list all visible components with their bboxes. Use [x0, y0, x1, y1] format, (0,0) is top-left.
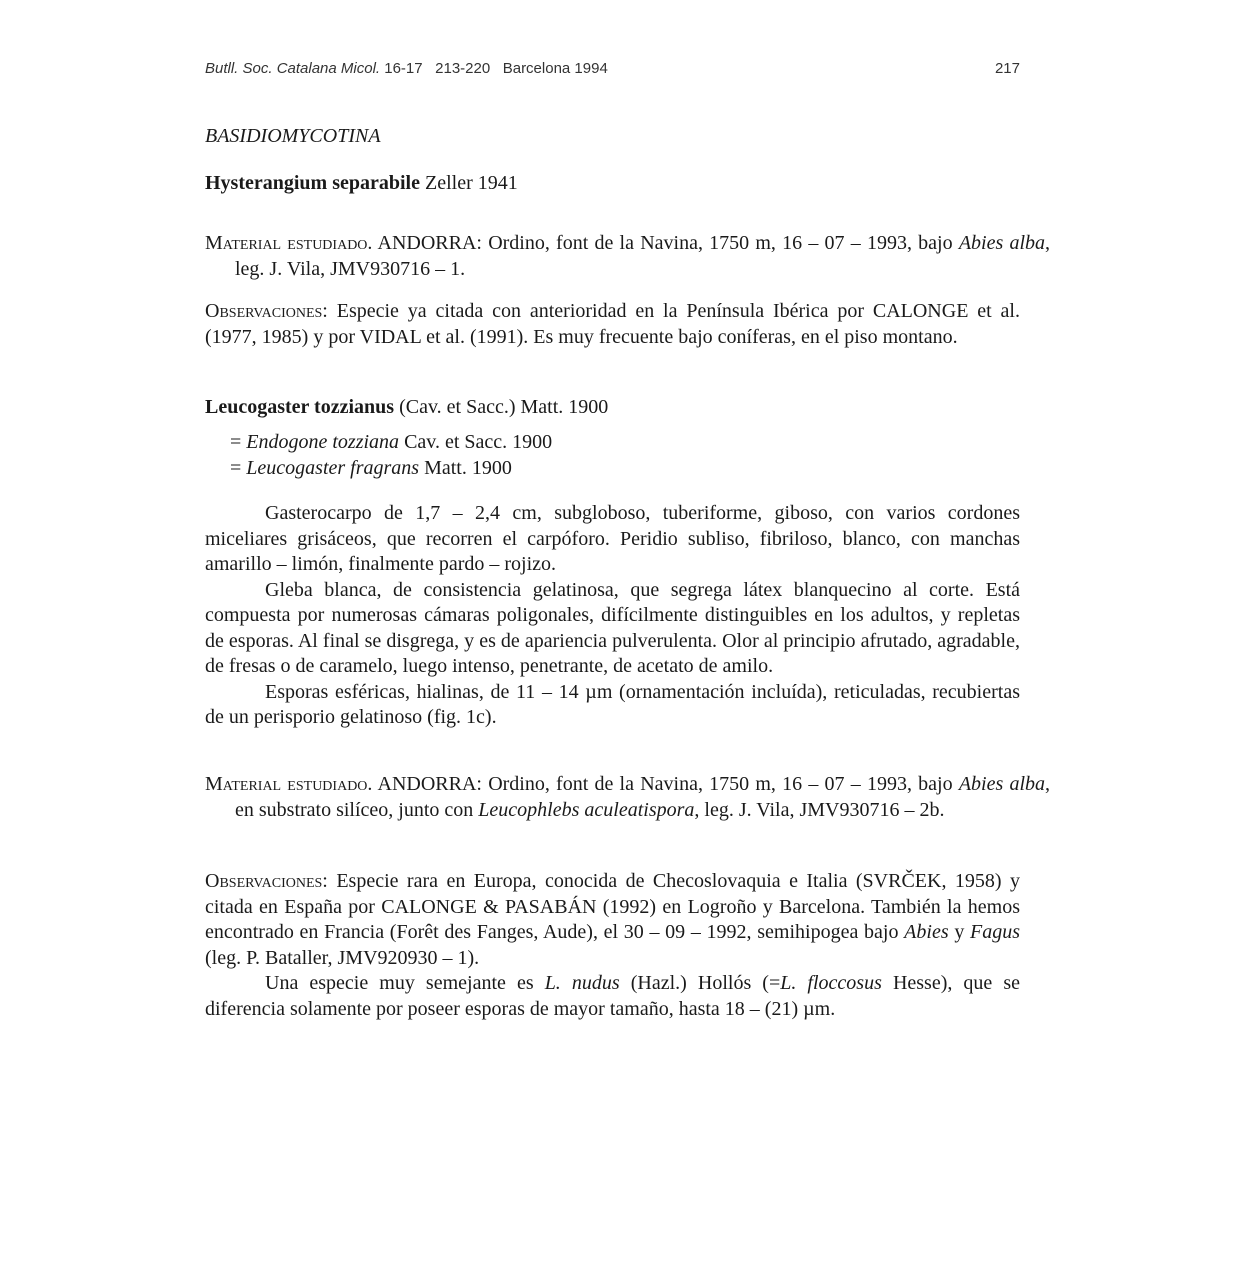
synonym-list [230, 430, 930, 481]
species1-name: Hysterangium separabile [205, 172, 420, 194]
description-paragraph: Esporas esféricas, hialinas, de 11 – 14 µm (ornamentación incluída), reticuladas, recubiertas de un perisporio gelatinoso (fig. 1c). [205, 680, 1020, 728]
section-title: BASIDIOMYCOTINA [205, 125, 381, 147]
species1-author: Zeller 1941 [425, 172, 518, 194]
species2-heading [205, 395, 1020, 421]
observations-paragraph: Observaciones: Especie rara en Europa, conocida de Checoslovaquia e Italia (SVRČEK, 1958) y citada en España por CALONGE & PASABÁN (1992) en Logroño y Barcelona. También la hemos encontrado en Francia (Forêt des Fanges, Aude), el 30 – 09 – 1992, semihipogea bajo Abies y Fagus (leg. P. Bataller, JMV920930 – 1). [205, 870, 1021, 969]
species1-material: Material estudiado. ANDORRA: Ordino, font de la Navina, 1750 m, 16 – 07 – 1993, bajo Abies alba, leg. J. Vila, JMV930716 – 1. [205, 232, 1051, 280]
observations-paragraph: Una especie muy semejante es L. nudus (Hazl.) Hollós (=L. floccosus Hesse), que se diferencia solamente por poseer esporas de mayor tamaño, hasta 18 – (21) µm. [205, 972, 1021, 1020]
species2-material: Material estudiado. ANDORRA: Ordino, font de la Navina, 1750 m, 16 – 07 – 1993, bajo Abies alba, en substrato silíceo, junto con Leucophlebs aculeatispora, leg. J. Vila, JMV930716 – 2b. [205, 773, 1051, 821]
associate-name: Leucophlebs aculeatispora [478, 798, 695, 821]
running-head [205, 60, 1020, 77]
description-paragraph: Gasterocarpo de 1,7 – 2,4 cm, subgloboso, tuberiforme, giboso, con varios cordones miceliares grisáceos, que recorren el carpóforo. Peridio subliso, fibriloso, blanco, con manchas amarillo – limón, finalmente pardo – rojizo. [205, 502, 1020, 575]
journal-volume: 16-17 [384, 60, 423, 77]
journal-pages: 213-220 [435, 60, 491, 77]
synonym-item: = Endogone tozziana Cav. et Sacc. 1900 [230, 431, 553, 453]
species2-author: (Cav. et Sacc.) Matt. 1900 [399, 396, 609, 418]
journal-name: Butll. Soc. Catalana Micol. [205, 60, 381, 77]
host-name: Abies alba [958, 773, 1046, 795]
species2-name: Leucogaster tozzianus [205, 396, 395, 418]
species1-heading [205, 171, 1020, 197]
synonym-item: = Leucogaster fragrans Matt. 1900 [230, 456, 512, 479]
material-label: Material estudiado. [205, 773, 373, 795]
observations-label: Observaciones: [205, 300, 328, 322]
observations-label: Observaciones: [205, 870, 328, 892]
material-label: Material estudiado. [205, 232, 373, 254]
page-number: 217 [994, 60, 1020, 77]
host-name: Abies alba [958, 232, 1046, 254]
description-paragraph: Gleba blanca, de consistencia gelatinosa, que segrega látex blanquecino al corte. Está compuesta por numerosas cámaras poligonales, difícilmente distinguibles en los adultos, y repletas de esporas. Al final se disgrega, y es de apariencia pulverulenta. Olor al principio afrutado, agradable, de fresas o de caramelo, luego intenso, penetrante, de acetato de amilo. [205, 578, 1020, 677]
species2-description [205, 501, 1020, 731]
journal-place-year: Barcelona 1994 [502, 60, 608, 77]
species2-observations [205, 869, 1020, 1022]
species1-observations: Observaciones: Especie ya citada con anterioridad en la Península Ibérica por CALONGE et al. (1977, 1985) y por VIDAL et al. (1991). Es muy frecuente bajo coníferas, en el piso montano. [205, 300, 1020, 348]
